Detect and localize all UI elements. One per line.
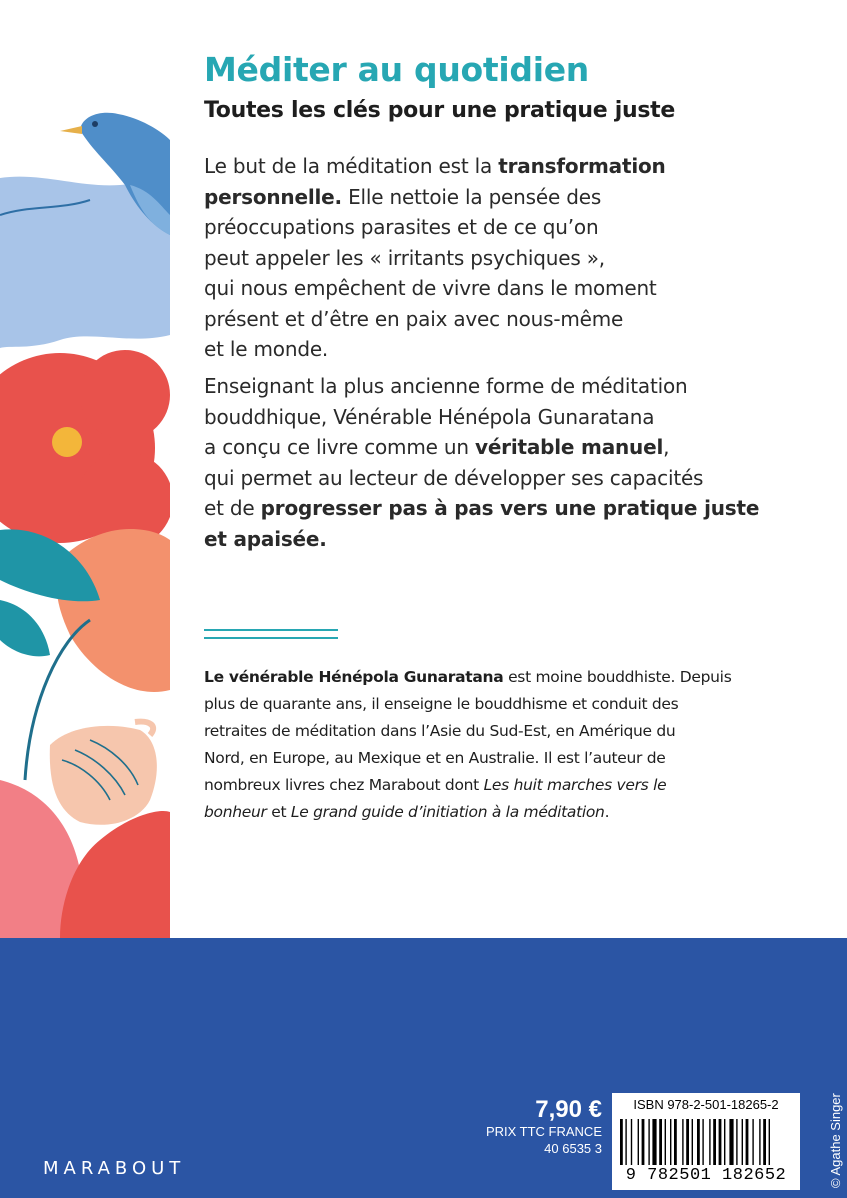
barcode-bar <box>692 1119 693 1165</box>
barcode-bar <box>752 1119 753 1165</box>
text-line: Nord, en Europe, au Mexique et en Australie. Il est l’auteur de <box>204 749 666 767</box>
barcode-bar <box>729 1119 733 1165</box>
book-title-italic: bonheur <box>204 803 267 821</box>
text-run: nombreux livres chez Marabout dont <box>204 776 484 794</box>
barcode-bar <box>763 1119 766 1165</box>
barcode-bar <box>648 1119 649 1165</box>
emphasis-text: transformation <box>498 154 666 178</box>
emphasis-text: véritable manuel <box>474 435 664 459</box>
barcode-bar <box>709 1119 710 1165</box>
barcode-bar <box>659 1119 662 1165</box>
barcode-bar <box>682 1119 683 1165</box>
book-title-italic: Le grand guide d’initiation à la méditation <box>290 803 605 821</box>
text-line: bouddhique, Vénérable Hénépola Gunaratana <box>204 404 655 429</box>
publisher-logo: MARABOUT <box>43 1158 186 1179</box>
barcode-bar <box>724 1119 725 1165</box>
text-run: Le but de la méditation est la <box>204 154 499 178</box>
emphasis-text: personnelle. <box>204 184 342 209</box>
text-line: présent et d’être en paix avec nous-même <box>204 306 624 331</box>
barcode-bar <box>625 1119 626 1165</box>
author-bio <box>204 664 824 826</box>
barcode-bar <box>686 1119 689 1165</box>
section-divider <box>204 629 338 645</box>
barcode-bar <box>742 1119 743 1165</box>
text-line: peut appeler les « irritants psychiques », <box>204 245 605 270</box>
barcode-icon <box>620 1119 792 1165</box>
text-run: , <box>663 435 670 459</box>
barcode-bar <box>620 1119 623 1165</box>
text-line: préoccupations parasites et de ce qu’on <box>204 215 599 239</box>
ean-number: 9 782501 182652 <box>625 1166 787 1185</box>
red-petal-shape <box>60 811 170 938</box>
text-run: et de <box>204 496 261 520</box>
emphasis-text: progresser pas à pas vers une pratique juste <box>260 496 760 520</box>
barcode-panel <box>612 1093 800 1190</box>
text-run: a conçu ce livre comme un <box>204 435 475 459</box>
author-name: Le vénérable Hénépola Gunaratana <box>204 668 504 686</box>
barcode-bar <box>736 1119 737 1165</box>
book-title: Méditer au quotidien <box>204 50 590 89</box>
text-line: plus de quarante ans, il enseigne le bouddhisme et conduit des <box>204 695 679 713</box>
illustration-credit: © Agathe Singer <box>828 1093 843 1188</box>
red-flower-illustration <box>0 350 170 548</box>
hand-illustration <box>50 722 157 825</box>
text-line: Enseignant la plus ancienne forme de méditation <box>204 374 688 398</box>
barcode-bar <box>697 1119 700 1165</box>
description-paragraph-1 <box>204 151 824 365</box>
barcode-bar <box>746 1119 749 1165</box>
cover-illustration <box>0 0 170 938</box>
emphasis-text: et apaisée. <box>204 526 327 551</box>
barcode-bar <box>713 1119 716 1165</box>
book-title-italic: Les huit marches vers le <box>483 776 667 794</box>
barcode-bar <box>638 1119 639 1165</box>
barcode-bar <box>769 1119 770 1165</box>
description-paragraph-2 <box>204 371 824 554</box>
barcode-bar <box>631 1119 632 1165</box>
text-line: qui permet au lecteur de développer ses capacités <box>204 465 704 490</box>
text-line: retraites de méditation dans l’Asie du Sud-Est, en Amérique du <box>204 722 676 740</box>
barcode-bar <box>719 1119 722 1165</box>
text-run: est moine bouddhiste. Depuis <box>503 668 732 686</box>
text-line: et le monde. <box>204 337 329 361</box>
price: 7,90 € <box>535 1096 602 1123</box>
book-subtitle: Toutes les clés pour une pratique juste <box>204 98 675 123</box>
orange-petal-shape <box>56 529 170 692</box>
text-line: qui nous empêchent de vivre dans le moment <box>204 276 657 300</box>
text-run: Elle nettoie la pensée des <box>341 184 602 209</box>
barcode-bar <box>674 1119 677 1165</box>
isbn-text: ISBN 978-2-501-18265-2 <box>633 1097 779 1112</box>
barcode-bar <box>702 1119 703 1165</box>
barcode-bar <box>670 1119 671 1165</box>
text-run: et <box>266 803 291 821</box>
divider-line <box>204 629 338 631</box>
barcode-bar <box>642 1119 645 1165</box>
price-code: 40 6535 3 <box>544 1141 602 1156</box>
divider-line <box>204 637 338 639</box>
price-label: PRIX TTC FRANCE <box>485 1124 602 1139</box>
barcode-bar <box>665 1119 666 1165</box>
barcode-bar <box>652 1119 656 1165</box>
barcode-bar <box>759 1119 760 1165</box>
text-run: . <box>604 803 610 821</box>
